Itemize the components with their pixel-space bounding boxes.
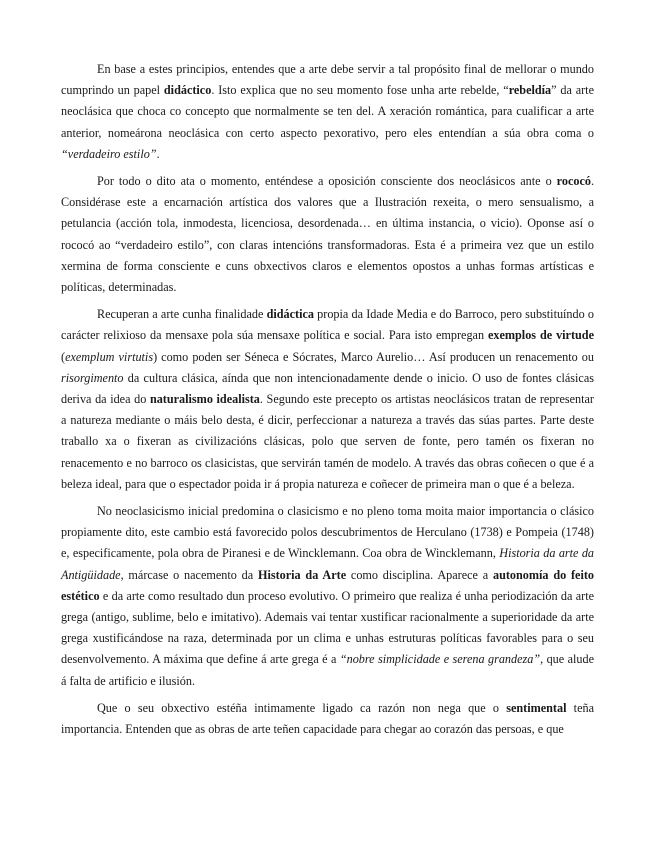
paragraph-text: . [156, 146, 160, 161]
paragraph-text: . Considérase este a encarnación artística dos valores que a Ilustración rexeita, o mero sensualismo, a petulancia (acción tola, inmodesta, licenciosa, desordenada… en última instancia, o vicio). Oponse así o rococó ao “verdadeiro estilo”, con claras intencións transformadoras. Esta é a primeira vez que un estilo xermina de forma consciente e cuns obxectivos claros e elementos opostos a unhas formas artísticas e políticas, determinadas. [61, 174, 594, 295]
paragraph-text: Que o seu obxectivo estéña intimamente ligado ca razón non nega que o [97, 700, 507, 715]
italic-text: “verdadeiro estilo” [61, 146, 157, 161]
italic-text: Historia da arte da Antigüidade [61, 546, 595, 582]
bold-text: didáctica [266, 307, 314, 322]
paragraph-text: teña importancia. Entenden que as obras de arte teñen capacidade para chegar ao corazón das persoas, e que [61, 700, 594, 737]
body-paragraph [61, 171, 594, 298]
body-paragraph [61, 501, 594, 692]
paragraph-text: ” da arte neoclásica que choca co concepto que normalmente se ten del. A xeración romántica, para cualificar a arte anterior, nomeárona neoclásica con certo aspecto pexorativo, pero eles entendían a súa obra coma o [61, 83, 594, 140]
bold-text: sentimental [506, 700, 567, 715]
paragraph-text: ( [61, 349, 66, 364]
bold-text: rococó [556, 174, 591, 189]
italic-text: risorgimento [61, 370, 124, 385]
bold-text: autonomía do feito estético [61, 567, 595, 603]
paragraph-text: da cultura clásica, aínda que non intencionadamente dende o inicio. O uso de fontes clásicas deriva da idea do [61, 370, 594, 407]
paragraph-text: . Segundo este precepto os artistas neoclásicos tratan de representar a natureza mediante o máis belo desta, é dicir, perfeccionar a natureza a través das súas partes. Parte deste traballo xa o fixeran as civilizacións clásicas, polo que serven de fonte, pero tamén os fixeran no renacemento e no barroco os clasicistas, que servirán tamén de modelo. A través das obras coñecen o que é a beleza ideal, para que o espectador poida ir á propia natureza e coñecer de primeira man o que é a beleza. [61, 392, 594, 491]
paragraph-text: e da arte como resultado dun proceso evolutivo. O primeiro que realiza é unha periodización da arte grega (antigo, sublime, belo e imitativo). Ademais vai tentar xustificar racionalmente a superioridade da arte grega xustificándose na raza, determinada por un clima e unhas estruturas políticas favorables para o seu desenvolvemento. A máxima que define á arte grega é a [61, 588, 594, 667]
paragraph-text: ) como poden ser Séneca e Sócrates, Marco Aurelio… Así producen un renacemento ou [153, 349, 594, 364]
body-paragraph [61, 698, 594, 740]
bold-text: exemplos de virtude [487, 328, 594, 343]
italic-text: “nobre simplicidade e serena grandeza” [339, 652, 541, 667]
paragraph-text: , márcase o nacemento da [120, 567, 258, 582]
paragraph-text: propia da Idade Media e do Barroco, pero substituíndo o carácter relixioso da mensaxe pola súa mensaxe política e social. Para isto empregan [61, 307, 594, 343]
body-paragraph [61, 59, 594, 165]
paragraph-text: como disciplina. Aparece a [346, 567, 493, 582]
italic-text: exemplum virtutis [65, 349, 154, 364]
bold-text: didáctico [163, 83, 212, 98]
bold-text: naturalismo idealista [149, 392, 260, 407]
bold-text: Historia da Arte [257, 567, 347, 582]
paragraph-text: En base a estes principios, entendes que a arte debe servir a tal propósito final de mellorar o mundo cumprindo un papel [61, 62, 594, 98]
body-paragraph [61, 304, 594, 495]
paragraph-text: Por todo o dito ata o momento, enténdese a oposición consciente dos neoclásicos ante o [97, 174, 557, 189]
paragraph-text: Recuperan a arte cunha finalidade [97, 307, 267, 322]
paragraph-text: . Isto explica que no seu momento fose unha arte rebelde, “ [211, 83, 509, 98]
bold-text: rebeldía [508, 83, 552, 98]
paragraph-text: No neoclasicismo inicial predomina o clasicismo e no pleno toma moita maior importancia o clásico propiamente dito, este cambio está favorecido polos descubrimentos de Herculano (1738) e Pompeia (1748) e, especificamente, pola obra de Piranesi e de Wincklemann. Coa obra de Wincklemann, [61, 504, 594, 561]
paragraph-text: , que alude á falta de artificio e ilusión. [61, 652, 594, 688]
